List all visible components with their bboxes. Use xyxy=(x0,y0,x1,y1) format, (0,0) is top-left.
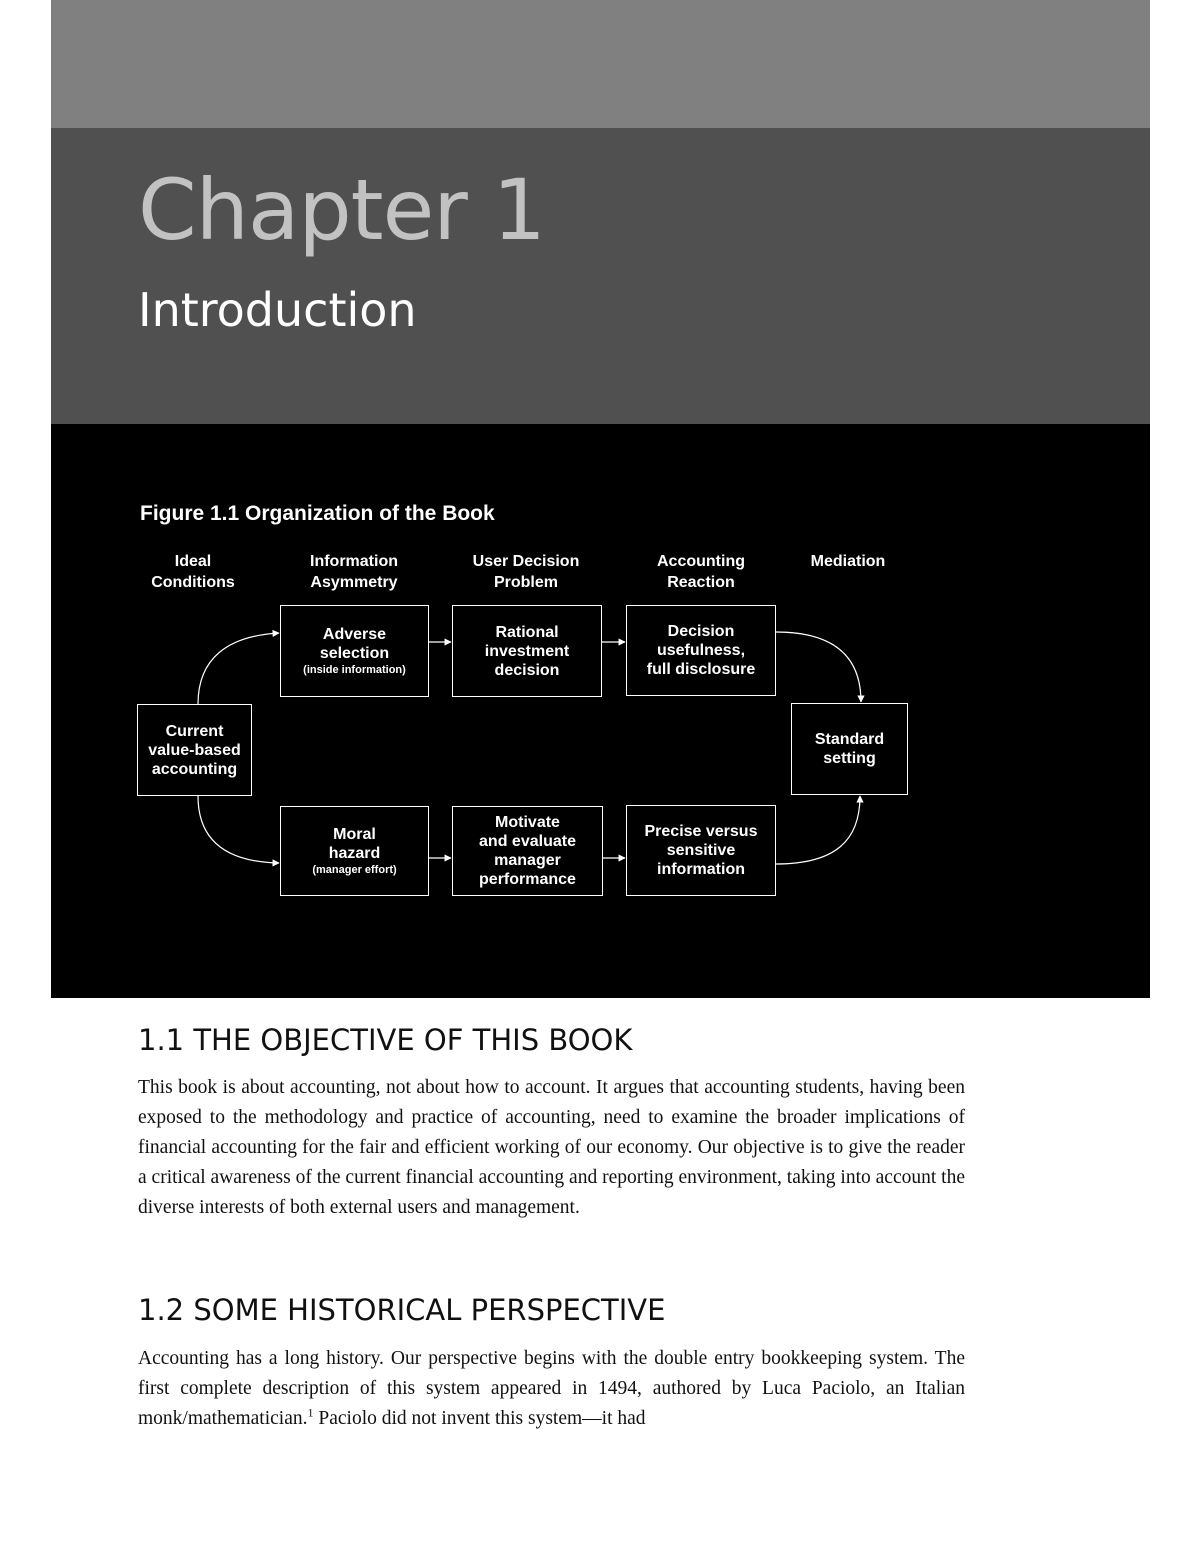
box-line: manager xyxy=(494,852,561,869)
arrow-current-to-moral xyxy=(198,796,279,863)
box-rational-investment-decision xyxy=(452,605,602,697)
box-line: Adverse xyxy=(322,625,387,643)
box-standard-setting xyxy=(791,703,908,795)
box-precise-versus-sensitive xyxy=(626,805,776,896)
box-line: Precise versus xyxy=(644,823,758,840)
body-text: Accounting has a long history. Our perspective begins with the double entry bookkeeping system. The first complete description of this system appeared in 1494, authored by Luca Paciolo, an Italian monk/mathematician. xyxy=(138,1348,965,1429)
arrow-decision-to-standard xyxy=(776,632,861,702)
box-line: performance xyxy=(479,871,576,888)
column-header-line: Ideal xyxy=(174,553,212,570)
column-header-line: User Decision xyxy=(472,553,580,570)
column-header-line: Conditions xyxy=(151,574,235,591)
column-header-line: Information xyxy=(310,553,398,570)
column-header-line: Problem xyxy=(493,574,558,591)
body-text: Paciolo did not invent this system—it had xyxy=(313,1408,646,1429)
box-line: sensitive xyxy=(666,842,736,859)
section-heading-objective: 1.1 THE OBJECTIVE OF THIS BOOK xyxy=(138,1023,633,1057)
box-decision-usefulness xyxy=(626,605,776,696)
box-line: usefulness, xyxy=(656,642,746,659)
column-header-line: Asymmetry xyxy=(310,574,398,591)
column-header-line: Mediation xyxy=(810,553,886,570)
box-motivate-evaluate-manager xyxy=(452,806,603,896)
box-line: Moral xyxy=(333,825,376,843)
box-line: hazard xyxy=(328,844,381,862)
box-line: value-based xyxy=(148,741,241,759)
box-line: full disclosure xyxy=(646,661,756,678)
chapter-label: Chapter 1 xyxy=(138,161,545,259)
box-line: Motivate xyxy=(495,814,560,831)
chapter-title: Introduction xyxy=(138,283,417,337)
arrow-current-to-adverse xyxy=(198,633,279,704)
box-adverse-selection xyxy=(280,605,429,697)
section-body-historical xyxy=(138,1344,965,1434)
box-line: setting xyxy=(823,750,876,767)
column-header-line: Accounting xyxy=(657,553,745,570)
box-line: information xyxy=(657,861,745,878)
box-line: Standard xyxy=(814,731,885,748)
arrow-precise-to-standard xyxy=(776,796,860,864)
section-heading-historical: 1.2 SOME HISTORICAL PERSPECTIVE xyxy=(138,1293,666,1327)
box-line: accounting xyxy=(151,760,238,778)
section-body-objective: This book is about accounting, not about how to account. It argues that accounting students, having been exposed to the methodology and practice of accounting, need to examine the broader implications of financial accounting for the fair and efficient working of our economy. Our objective is to give the reader a critical awareness of the current financial accounting and reporting environment, taking into account the diverse interests of both external users and management. xyxy=(138,1077,965,1218)
box-line: investment xyxy=(484,642,570,660)
box-line: and evaluate xyxy=(479,833,576,850)
box-line: Decision xyxy=(667,623,735,640)
column-header-line: Reaction xyxy=(667,574,735,591)
box-note: (inside information) xyxy=(303,663,406,676)
box-moral-hazard xyxy=(280,806,429,896)
box-line: Current xyxy=(165,722,224,740)
box-note: (manager effort) xyxy=(312,863,397,876)
figure-caption: Figure 1.1 Organization of the Book xyxy=(140,502,495,525)
box-line: selection xyxy=(319,644,390,662)
box-current-value-based-accounting xyxy=(137,704,252,796)
box-line: decision xyxy=(494,661,560,679)
box-line: Rational xyxy=(495,623,559,641)
footnote-ref[interactable]: 1 xyxy=(307,1405,314,1420)
